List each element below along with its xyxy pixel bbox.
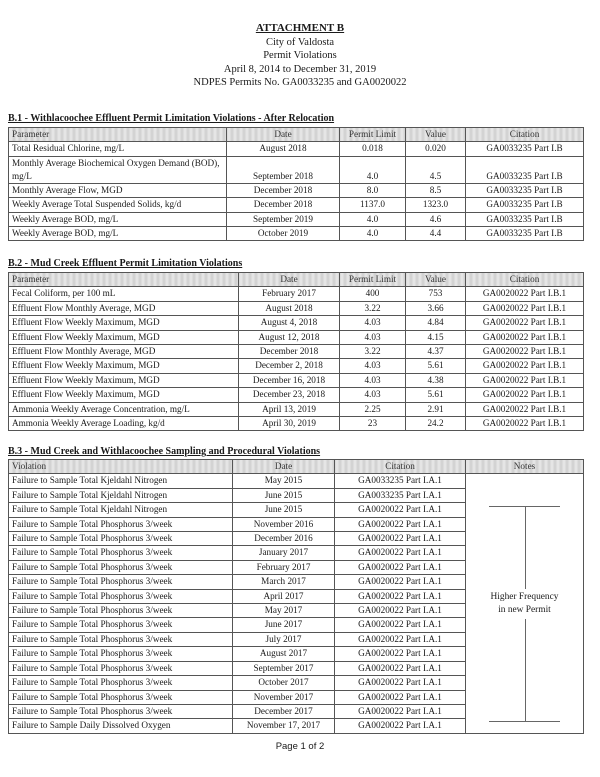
date-cell: November 17, 2017 <box>233 719 335 733</box>
violation-cell: Failure to Sample Total Phosphorus 3/week <box>9 575 233 589</box>
date-cell: February 2017 <box>239 287 340 301</box>
page-number: Page 1 of 2 <box>275 741 325 752</box>
notes-text: Higher Frequency in new Permit <box>491 589 559 619</box>
table-row <box>9 474 584 488</box>
table-row <box>9 402 584 416</box>
value-cell: 5.61 <box>406 359 466 373</box>
date-cell: December 2018 <box>227 198 340 212</box>
date-cell: January 2017 <box>233 546 335 560</box>
date-cell: August 2017 <box>233 647 335 661</box>
table-row <box>9 359 584 373</box>
citation-cell: GA0020022 Part I.B.1 <box>466 316 584 330</box>
table-b3-header <box>9 460 584 474</box>
date-cell: April 13, 2019 <box>239 402 340 416</box>
table-b3 <box>8 459 584 734</box>
parameter-cell: Effluent Flow Weekly Maximum, MGD <box>9 316 239 330</box>
parameter-cell: Effluent Flow Weekly Maximum, MGD <box>9 330 239 344</box>
table-row <box>9 287 584 301</box>
permit-limit-cell: 400 <box>340 287 406 301</box>
table-row <box>9 316 584 330</box>
value-cell: 8.5 <box>406 183 466 197</box>
citation-cell: GA0020022 Part I.A.1 <box>335 517 466 531</box>
value-cell: 4.84 <box>406 316 466 330</box>
citation-cell: GA0033235 Part I.B <box>466 156 584 183</box>
permit-limit-cell: 8.0 <box>340 183 406 197</box>
citation-cell: GA0020022 Part I.A.1 <box>335 546 466 560</box>
citation-cell: GA0033235 Part I.A.1 <box>335 474 466 488</box>
column-header: Parameter <box>9 273 239 287</box>
parameter-cell: Weekly Average BOD, mg/L <box>9 227 227 241</box>
citation-cell: GA0020022 Part I.B.1 <box>466 373 584 387</box>
date-cell: August 2018 <box>239 301 340 315</box>
violation-cell: Failure to Sample Total Phosphorus 3/week <box>9 517 233 531</box>
violation-cell: Failure to Sample Total Phosphorus 3/week <box>9 589 233 603</box>
reporting-period: April 8, 2014 to December 31, 2019 <box>223 63 377 75</box>
table-row <box>9 417 584 431</box>
table-row <box>9 227 584 241</box>
parameter-cell: Effluent Flow Monthly Average, MGD <box>9 301 239 315</box>
citation-cell: GA0020022 Part I.B.1 <box>466 402 584 416</box>
parameter-cell: Weekly Average BOD, mg/L <box>9 212 227 226</box>
value-cell: 4.4 <box>406 227 466 241</box>
date-cell: December 2, 2018 <box>239 359 340 373</box>
citation-cell: GA0033235 Part I.B <box>466 227 584 241</box>
parameter-cell: Effluent Flow Weekly Maximum, MGD <box>9 359 239 373</box>
column-header: Parameter <box>9 128 227 142</box>
column-header: Citation <box>466 273 584 287</box>
parameter-cell: Weekly Average Total Suspended Solids, kg/d <box>9 198 227 212</box>
violation-cell: Failure to Sample Total Phosphorus 3/week <box>9 560 233 574</box>
permit-limit-cell: 3.22 <box>340 345 406 359</box>
citation-cell: GA0020022 Part I.A.1 <box>335 632 466 646</box>
parameter-cell: Effluent Flow Weekly Maximum, MGD <box>9 388 239 402</box>
column-header: Value <box>406 128 466 142</box>
value-cell: 753 <box>406 287 466 301</box>
parameter-cell: Effluent Flow Monthly Average, MGD <box>9 345 239 359</box>
citation-cell: GA0033235 Part I.B <box>466 183 584 197</box>
date-cell: June 2017 <box>233 618 335 632</box>
permit-limit-cell: 4.03 <box>340 330 406 344</box>
permit-limit-cell: 4.0 <box>340 227 406 241</box>
citation-cell: GA0020022 Part I.B.1 <box>466 345 584 359</box>
value-cell: 1323.0 <box>406 198 466 212</box>
table-row <box>9 373 584 387</box>
value-cell: 3.66 <box>406 301 466 315</box>
date-cell: October 2017 <box>233 676 335 690</box>
table-row <box>9 183 584 197</box>
date-cell: July 2017 <box>233 632 335 646</box>
permit-limit-cell: 0.018 <box>340 142 406 156</box>
attachment-title: ATTACHMENT B <box>255 22 345 34</box>
parameter-cell: Monthly Average Biochemical Oxygen Demand (BOD), mg/L <box>9 156 227 183</box>
date-cell: September 2017 <box>233 661 335 675</box>
column-header: Date <box>239 273 340 287</box>
permit-limit-cell: 1137.0 <box>340 198 406 212</box>
column-header: Value <box>406 273 466 287</box>
date-cell: December 2018 <box>227 183 340 197</box>
citation-cell: GA0033235 Part I.A.1 <box>335 488 466 502</box>
column-header: Date <box>227 128 340 142</box>
violation-cell: Failure to Sample Total Kjeldahl Nitrogen <box>9 488 233 502</box>
city-name: City of Valdosta <box>265 36 335 48</box>
violation-cell: Failure to Sample Total Phosphorus 3/week <box>9 704 233 718</box>
citation-cell: GA0020022 Part I.A.1 <box>335 618 466 632</box>
column-header: Date <box>233 460 335 474</box>
violation-cell: Failure to Sample Total Phosphorus 3/week <box>9 676 233 690</box>
value-cell: 2.91 <box>406 402 466 416</box>
table-row <box>9 330 584 344</box>
value-cell: 4.6 <box>406 212 466 226</box>
date-cell: December 2016 <box>233 532 335 546</box>
violation-cell: Failure to Sample Total Phosphorus 3/week <box>9 690 233 704</box>
table-row <box>9 345 584 359</box>
violation-cell: Failure to Sample Daily Dissolved Oxygen <box>9 719 233 733</box>
citation-cell: GA0020022 Part I.B.1 <box>466 388 584 402</box>
violation-cell: Failure to Sample Total Kjeldahl Nitrogen <box>9 474 233 488</box>
violation-cell: Failure to Sample Total Phosphorus 3/week <box>9 546 233 560</box>
column-header: Citation <box>466 128 584 142</box>
violation-cell: Failure to Sample Total Phosphorus 3/week <box>9 647 233 661</box>
citation-cell: GA0020022 Part I.B.1 <box>466 330 584 344</box>
column-header: Permit Limit <box>340 273 406 287</box>
date-cell: August 4, 2018 <box>239 316 340 330</box>
violation-cell: Failure to Sample Total Kjeldahl Nitrogen <box>9 503 233 517</box>
permit-limit-cell: 4.0 <box>340 212 406 226</box>
permit-limit-cell: 3.22 <box>340 301 406 315</box>
table-b2 <box>8 272 584 431</box>
citation-cell: GA0020022 Part I.A.1 <box>335 647 466 661</box>
citation-cell: GA0020022 Part I.A.1 <box>335 719 466 733</box>
permit-limit-cell: 4.0 <box>340 156 406 183</box>
table-row <box>9 301 584 315</box>
citation-cell: GA0033235 Part I.B <box>466 198 584 212</box>
value-cell: 4.15 <box>406 330 466 344</box>
citation-cell: GA0020022 Part I.A.1 <box>335 503 466 517</box>
table-row <box>9 212 584 226</box>
date-cell: June 2015 <box>233 488 335 502</box>
date-cell: February 2017 <box>233 560 335 574</box>
date-cell: May 2015 <box>233 474 335 488</box>
table-row <box>9 198 584 212</box>
table-row <box>9 388 584 402</box>
value-cell: 5.61 <box>406 388 466 402</box>
citation-cell: GA0020022 Part I.A.1 <box>335 532 466 546</box>
table-b1-header <box>9 128 584 142</box>
parameter-cell: Effluent Flow Weekly Maximum, MGD <box>9 373 239 387</box>
citation-cell: GA0020022 Part I.B.1 <box>466 359 584 373</box>
violation-cell: Failure to Sample Total Phosphorus 3/week <box>9 632 233 646</box>
citation-cell: GA0020022 Part I.A.1 <box>335 704 466 718</box>
date-cell: April 2017 <box>233 589 335 603</box>
citation-cell: GA0020022 Part I.A.1 <box>335 690 466 704</box>
violation-cell: Failure to Sample Total Phosphorus 3/week <box>9 661 233 675</box>
date-cell: August 2018 <box>227 142 340 156</box>
date-cell: November 2016 <box>233 517 335 531</box>
parameter-cell: Monthly Average Flow, MGD <box>9 183 227 197</box>
date-cell: April 30, 2019 <box>239 417 340 431</box>
violation-cell: Failure to Sample Total Phosphorus 3/week <box>9 532 233 546</box>
section-b1-title: B.1 - Withlacoochee Effluent Permit Limitation Violations - After Relocation <box>8 113 335 124</box>
citation-cell: GA0020022 Part I.A.1 <box>335 575 466 589</box>
citation-cell: GA0020022 Part I.A.1 <box>335 676 466 690</box>
citation-cell: GA0020022 Part I.A.1 <box>335 589 466 603</box>
column-header: Citation <box>335 460 466 474</box>
date-cell: December 16, 2018 <box>239 373 340 387</box>
permit-numbers: NDPES Permits No. GA0033235 and GA0020022 <box>193 77 407 89</box>
table-row <box>9 142 584 156</box>
value-cell: 0.020 <box>406 142 466 156</box>
document-header <box>0 22 600 90</box>
table-b1 <box>8 127 584 241</box>
column-header: Violation <box>9 460 233 474</box>
value-cell: 4.37 <box>406 345 466 359</box>
permit-limit-cell: 23 <box>340 417 406 431</box>
permit-limit-cell: 4.03 <box>340 316 406 330</box>
table-row <box>9 156 584 183</box>
citation-cell: GA0033235 Part I.B <box>466 142 584 156</box>
parameter-cell: Fecal Coliform, per 100 mL <box>9 287 239 301</box>
notes-cell <box>466 474 584 733</box>
date-cell: August 12, 2018 <box>239 330 340 344</box>
citation-cell: GA0020022 Part I.B.1 <box>466 301 584 315</box>
date-cell: December 2018 <box>239 345 340 359</box>
date-cell: September 2019 <box>227 212 340 226</box>
value-cell: 4.38 <box>406 373 466 387</box>
document-subject: Permit Violations <box>263 50 337 62</box>
date-cell: May 2017 <box>233 604 335 618</box>
violation-cell: Failure to Sample Total Phosphorus 3/week <box>9 604 233 618</box>
date-cell: December 23, 2018 <box>239 388 340 402</box>
permit-limit-cell: 4.03 <box>340 373 406 387</box>
citation-cell: GA0020022 Part I.A.1 <box>335 604 466 618</box>
permit-limit-cell: 4.03 <box>340 359 406 373</box>
permit-limit-cell: 4.03 <box>340 388 406 402</box>
section-b2-title: B.2 - Mud Creek Effluent Permit Limitation Violations <box>8 258 243 269</box>
notes-bracket-bottom <box>489 721 559 722</box>
date-cell: November 2017 <box>233 690 335 704</box>
section-b3-title: B.3 - Mud Creek and Withlacoochee Sampling and Procedural Violations <box>8 446 321 457</box>
date-cell: October 2019 <box>227 227 340 241</box>
table-b2-header <box>9 273 584 287</box>
citation-cell: GA0020022 Part I.B.1 <box>466 287 584 301</box>
date-cell: December 2017 <box>233 704 335 718</box>
citation-cell: GA0020022 Part I.B.1 <box>466 417 584 431</box>
value-cell: 24.2 <box>406 417 466 431</box>
column-header: Permit Limit <box>340 128 406 142</box>
citation-cell: GA0020022 Part I.A.1 <box>335 661 466 675</box>
parameter-cell: Total Residual Chlorine, mg/L <box>9 142 227 156</box>
date-cell: June 2015 <box>233 503 335 517</box>
permit-limit-cell: 2.25 <box>340 402 406 416</box>
date-cell: September 2018 <box>227 156 340 183</box>
violation-cell: Failure to Sample Total Phosphorus 3/week <box>9 618 233 632</box>
citation-cell: GA0020022 Part I.A.1 <box>335 560 466 574</box>
column-header: Notes <box>466 460 584 474</box>
date-cell: March 2017 <box>233 575 335 589</box>
parameter-cell: Ammonia Weekly Average Loading, kg/d <box>9 417 239 431</box>
value-cell: 4.5 <box>406 156 466 183</box>
parameter-cell: Ammonia Weekly Average Concentration, mg/L <box>9 402 239 416</box>
citation-cell: GA0033235 Part I.B <box>466 212 584 226</box>
